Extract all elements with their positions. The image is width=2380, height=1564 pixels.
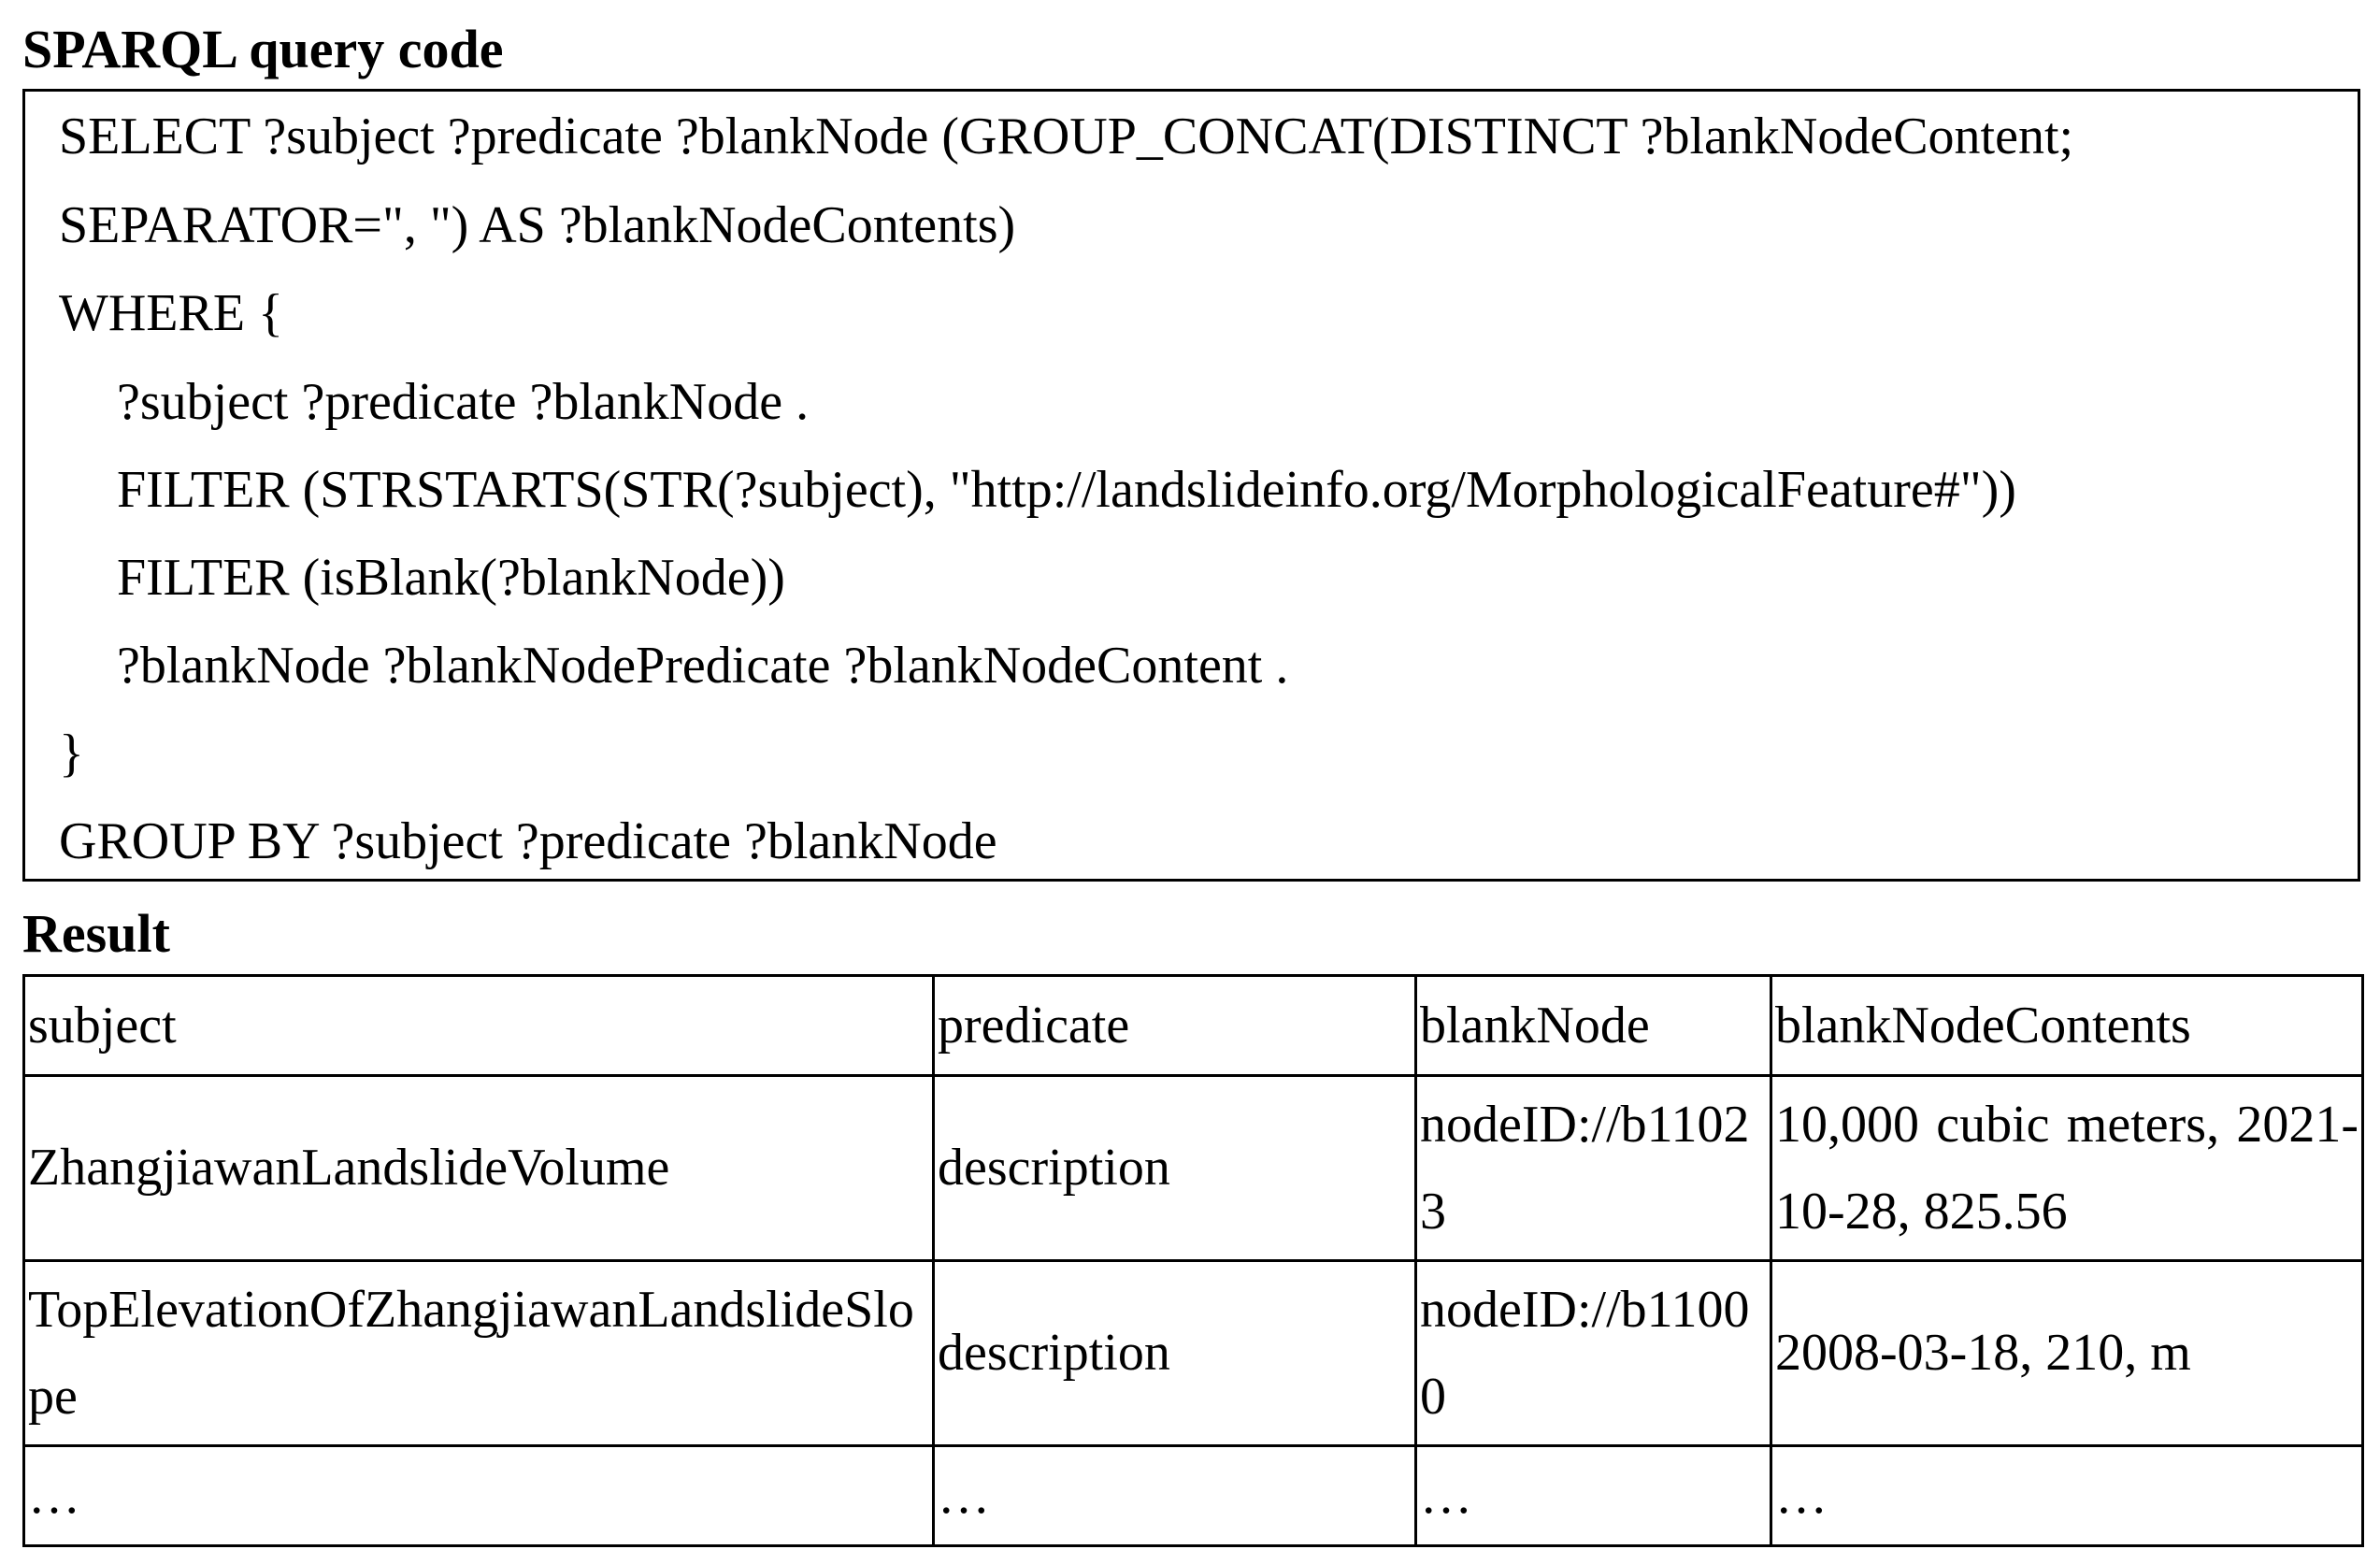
code-line: ?blankNode ?blankNodePredicate ?blankNodeContent . bbox=[117, 637, 1289, 695]
table-cell-subject: … bbox=[24, 1446, 934, 1546]
table-cell-blanknode: … bbox=[1416, 1446, 1771, 1546]
query-section-title: SPARQL query code bbox=[22, 19, 504, 79]
result-table bbox=[22, 974, 2364, 1547]
table-row bbox=[24, 1446, 2363, 1546]
table-cell-subject: ZhangjiawanLandslideVolume bbox=[24, 1076, 934, 1261]
table-cell-blanknodecontents: 10,000 cubic meters, 2021-10-28, 825.56 bbox=[1771, 1076, 2363, 1261]
column-header-blanknodecontents: blankNodeContents bbox=[1771, 976, 2363, 1076]
table-cell-predicate: description bbox=[934, 1261, 1416, 1446]
column-header-predicate: predicate bbox=[934, 976, 1416, 1076]
code-line: ?subject ?predicate ?blankNode . bbox=[117, 373, 810, 431]
table-cell-subject: TopElevationOfZhangjiawanLandslideSlope bbox=[24, 1261, 934, 1446]
table-header-row bbox=[24, 976, 2363, 1076]
code-line: FILTER (STRSTARTS(STR(?subject), "http://landslideinfo.org/MorphologicalFeature#")) bbox=[117, 461, 2016, 519]
table-cell-blanknode: nodeID://b11023 bbox=[1416, 1076, 1771, 1261]
code-line: WHERE { bbox=[59, 284, 283, 342]
code-line: GROUP BY ?subject ?predicate ?blankNode bbox=[59, 812, 997, 870]
code-line: FILTER (isBlank(?blankNode)) bbox=[117, 549, 785, 607]
code-line: } bbox=[59, 725, 84, 782]
table-cell-predicate: … bbox=[934, 1446, 1416, 1546]
table-cell-blanknodecontents: … bbox=[1771, 1446, 2363, 1546]
table-cell-predicate: description bbox=[934, 1076, 1416, 1261]
column-header-blanknode: blankNode bbox=[1416, 976, 1771, 1076]
table-row bbox=[24, 1076, 2363, 1261]
code-line: SEPARATOR=", ") AS ?blankNodeContents) bbox=[59, 196, 1016, 254]
sparql-code-box bbox=[22, 89, 2360, 882]
table-cell-blanknode: nodeID://b11000 bbox=[1416, 1261, 1771, 1446]
table-row bbox=[24, 1261, 2363, 1446]
table-cell-blanknodecontents: 2008-03-18, 210, m bbox=[1771, 1261, 2363, 1446]
code-line: SELECT ?subject ?predicate ?blankNode (GROUP_CONCAT(DISTINCT ?blankNodeContent; bbox=[59, 108, 2074, 165]
result-section-title: Result bbox=[22, 903, 170, 964]
column-header-subject: subject bbox=[24, 976, 934, 1076]
